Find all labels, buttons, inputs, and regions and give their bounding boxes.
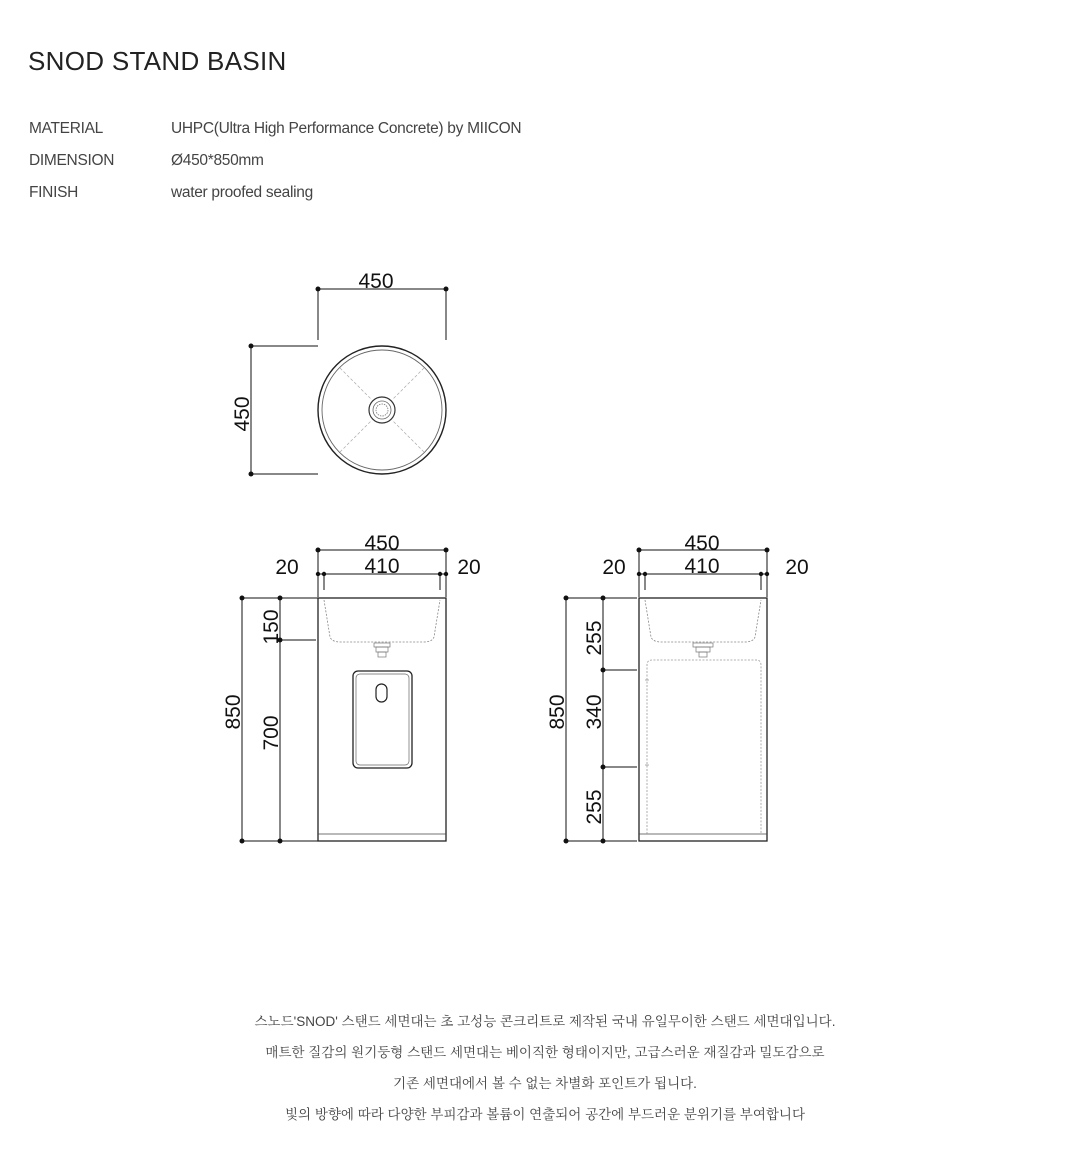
description-line: 매트한 질감의 원기둥형 스탠드 세면대는 베이직한 형태이지만, 고급스러운 재질감과 밀도감으로 — [265, 1045, 825, 1060]
side-overall-width-label: 450 — [684, 532, 720, 555]
front-inner-width-label: 410 — [364, 555, 400, 578]
front-overall-width-label: 450 — [364, 532, 400, 555]
top-width-label: 450 — [358, 270, 394, 293]
front-lower-height-label: 700 — [260, 715, 283, 751]
product-title: SNOD STAND BASIN — [28, 46, 287, 76]
side-inner-width-label: 410 — [684, 555, 720, 578]
side-bottom-segment-label: 255 — [583, 789, 606, 825]
product-description — [0, 1010, 1090, 1134]
spec-label: FINISH — [29, 184, 79, 201]
front-total-height-label: 850 — [222, 694, 245, 730]
spec-label: MATERIAL — [29, 120, 103, 137]
side-wall-left-label: 20 — [602, 556, 626, 579]
front-view-drawing — [222, 532, 481, 844]
front-upper-height-label: 150 — [260, 609, 283, 645]
top-depth-label: 450 — [231, 396, 254, 432]
side-top-segment-label: 255 — [583, 620, 606, 656]
side-middle-segment-label: 340 — [583, 694, 606, 730]
side-total-height-label: 850 — [546, 694, 569, 730]
front-access-panel — [353, 671, 412, 768]
side-view-drawing — [546, 532, 809, 844]
spec-label: DIMENSION — [29, 152, 115, 169]
front-wall-left-label: 20 — [275, 556, 299, 579]
top-view-drawing — [231, 270, 449, 477]
side-wall-right-label: 20 — [785, 556, 809, 579]
description-line: 기존 세면대에서 볼 수 없는 차별화 포인트가 됩니다. — [393, 1076, 697, 1091]
spec-value: water proofed sealing — [171, 184, 313, 201]
description-line: 빛의 방향에 따라 다양한 부피감과 볼륨이 연출되어 공간에 부드러운 분위기를 부여합니다 — [284, 1107, 806, 1122]
front-wall-right-label: 20 — [457, 556, 481, 579]
side-hidden-door — [647, 660, 761, 834]
spec-value: Ø450*850mm — [171, 152, 264, 169]
panel-handle-icon — [376, 684, 387, 702]
spec-value: UHPC(Ultra High Performance Concrete) by MIICON — [171, 120, 522, 137]
description-line: 스노드'SNOD' 스탠드 세면대는 초 고성능 콘크리트로 제작된 국내 유일무이한 스탠드 세면대입니다. — [254, 1014, 836, 1029]
